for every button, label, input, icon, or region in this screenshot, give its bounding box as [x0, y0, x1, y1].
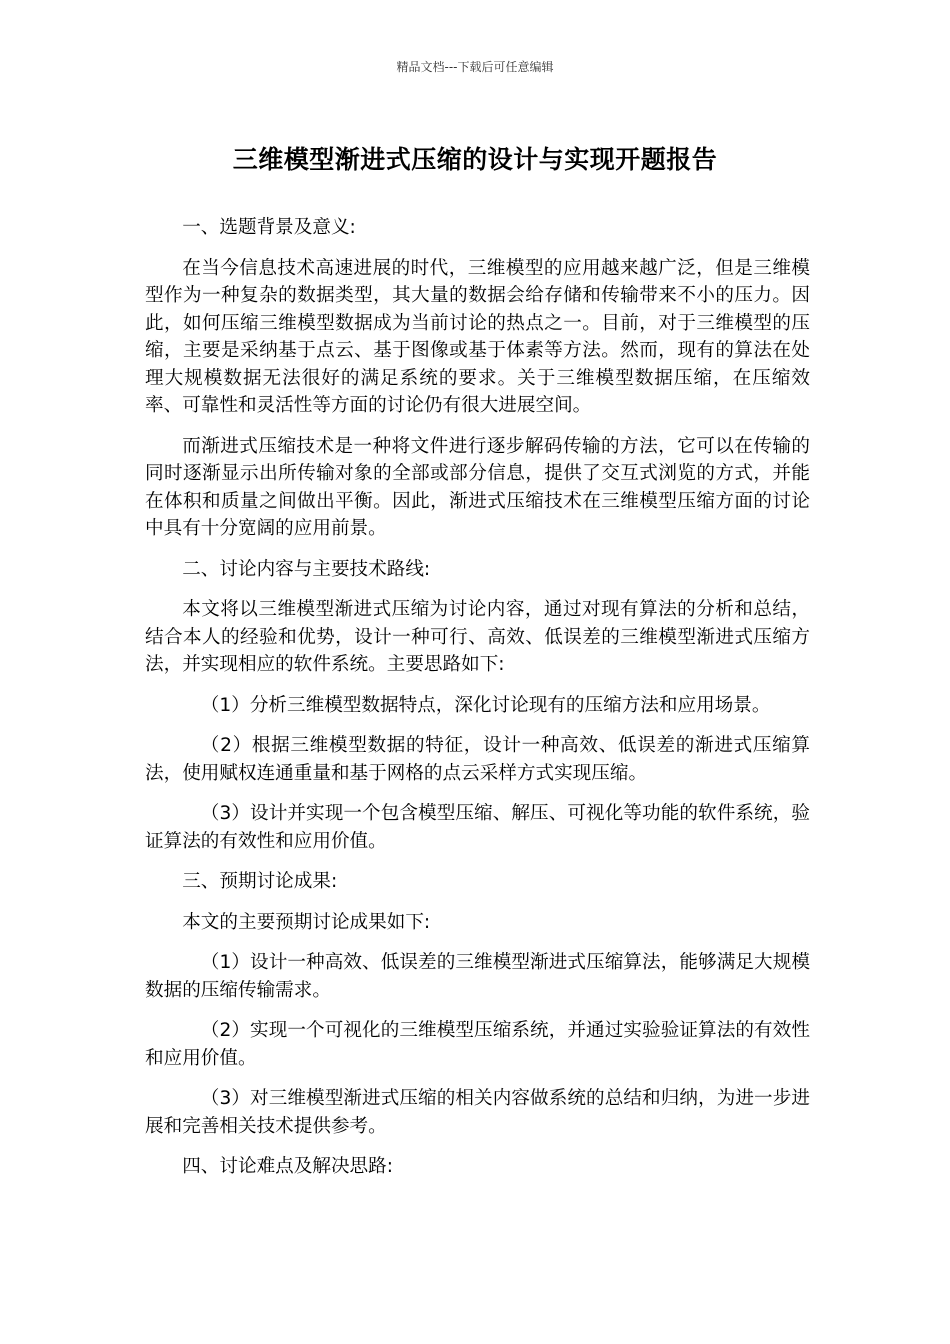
- section-3-item-1: （1）设计一种高效、低误差的三维模型渐进式压缩算法，能够满足大规模数据的压缩传输需求。: [145, 952, 810, 1001]
- section-2-item-1: （1）分析三维模型数据特点，深化讨论现有的压缩方法和应用场景。: [200, 694, 771, 716]
- section-1-heading: 一、选题背景及意义:: [182, 217, 356, 238]
- document-body: [145, 214, 810, 1194]
- section-2-heading: 二、讨论内容与主要技术路线:: [182, 558, 431, 580]
- section-1-paragraph-1: 在当今信息技术高速进展的时代，三维模型的应用越来越广泛，但是三维模型作为一种复杂的数据类型，其大量的数据会给存储和传输带来不小的压力。因此，如何压缩三维模型数据成为当前讨论的热点之一。目前，对于三维模型的压缩，主要是采纳基于点云、基于图像或基于体素等方法。然而，现有的算法在处理大规模数据无法很好的满足系统的要求。关于三维模型数据压缩，在压缩效率、可靠性和灵活性等方面的讨论仍有很大进展空间。: [145, 257, 810, 416]
- section-3-item-3: （3）对三维模型渐进式压缩的相关内容做系统的总结和归纳，为进一步进展和完善相关技术提供参考。: [145, 1088, 810, 1137]
- section-3-paragraph-1: 本文的主要预期讨论成果如下:: [182, 911, 431, 933]
- section-4-heading: 四、讨论难点及解决思路:: [182, 1156, 393, 1177]
- section-2-item-3: （3）设计并实现一个包含模型压缩、解压、可视化等功能的软件系统，验证算法的有效性和应用价值。: [145, 803, 810, 852]
- section-1-paragraph-2: 而渐进式压缩技术是一种将文件进行逐步解码传输的方法，它可以在传输的同时逐渐显示出所传输对象的全部或部分信息，提供了交互式浏览的方式，并能在体积和质量之间做出平衡。因此，渐进式压缩技术在三维模型压缩方面的讨论中具有十分宽阔的应用前景。: [145, 435, 810, 539]
- section-3-item-2: （2）实现一个可视化的三维模型压缩系统，并通过实验验证算法的有效性和应用价值。: [145, 1020, 810, 1069]
- section-2-item-2: （2）根据三维模型数据的特征，设计一种高效、低误差的渐进式压缩算法，使用赋权连通重量和基于网格的点云采样方式实现压缩。: [145, 735, 810, 784]
- header-note: 精品文档---下载后可任意编辑: [396, 60, 554, 74]
- section-2-paragraph-1: 本文将以三维模型渐进式压缩为讨论内容，通过对现有算法的分析和总结，结合本人的经验和优势，设计一种可行、高效、低误差的三维模型渐进式压缩方法，并实现相应的软件系统。主要思路如下:: [145, 599, 810, 675]
- section-3-heading: 三、预期讨论成果:: [182, 871, 338, 892]
- page-title: 三维模型渐进式压缩的设计与实现开题报告: [232, 145, 718, 174]
